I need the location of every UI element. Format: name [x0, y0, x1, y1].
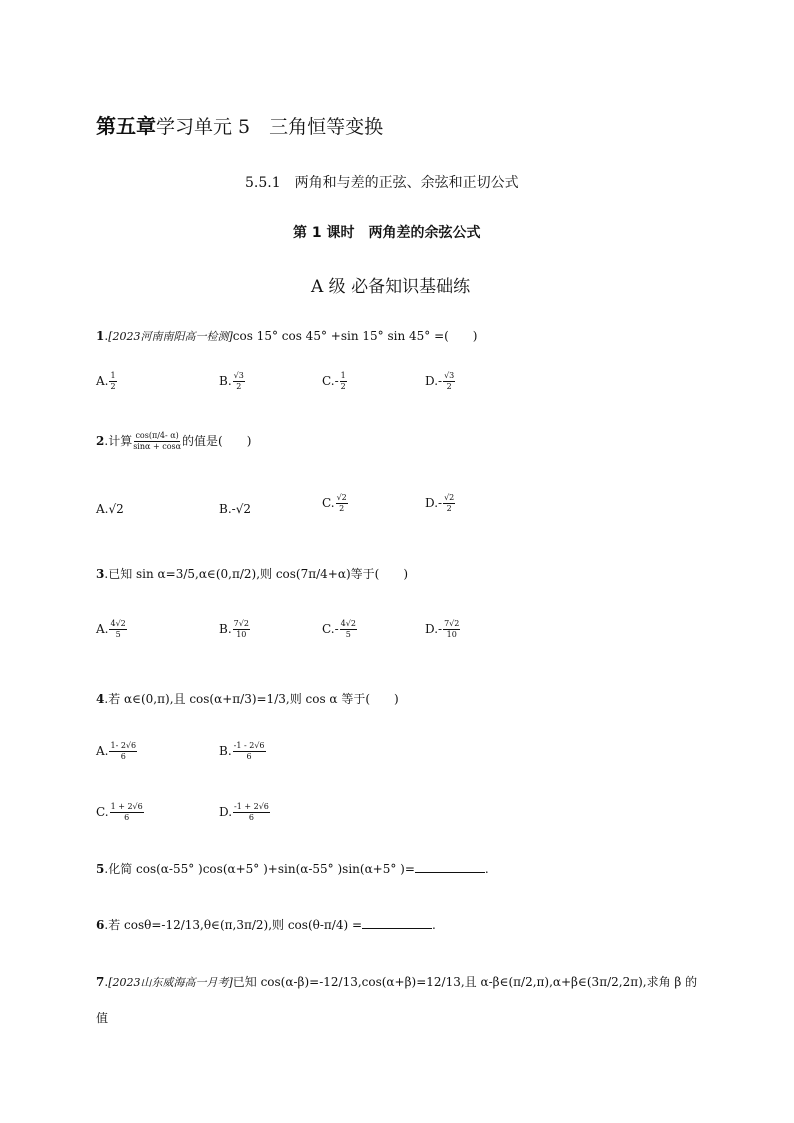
q4-option-c: C. $\frac{1 + 2√6}{6}$ — [96, 802, 143, 822]
q4-option-b: B. $\frac{-1 - 2√6}{6}$ — [219, 741, 265, 761]
q2-option-c: C. $\frac{√2}{2}$ — [322, 493, 347, 513]
q3-option-b: B. $\frac{7√2}{10}$ — [219, 619, 249, 639]
question-7: 7.[2023山东威海高一月考]已知 cos(α-β)=-12/13,cos(α+β)=12/13,且 α-β∈(π/2,π),α+β∈(3π/2,2π),求角 β 的 — [96, 975, 698, 989]
q2-option-a: A.√2 — [96, 502, 124, 516]
q1-option-d: D.- $\frac{√3}{2}$ — [425, 371, 455, 391]
question-1: 1.[2023河南南阳高一检测]cos 15° cos 45° +sin 15° sin 45° =( ) — [96, 329, 478, 343]
question-5: 5.化简 cos(α-55° )cos(α+5° )+sin(α-55° )sin(α+5° )= . — [96, 862, 489, 876]
q1-option-b: B. $\frac{√3}{2}$ — [219, 371, 244, 391]
q4-option-d: D. $\frac{-1 + 2√6}{6}$ — [219, 802, 269, 822]
lesson-title: 第 1 课时 两角差的余弦公式 — [293, 225, 481, 241]
question-3: 3.已知 sin α=3/5,α∈(0,π/2),则 cos(7π/4+α)等于( ) — [96, 567, 409, 581]
question-6: 6.若 cosθ=-12/13,θ∈(π,3π/2),则 cos(θ-π/4) = . — [96, 918, 436, 932]
q3-option-d: D.- $\frac{7√2}{10}$ — [425, 619, 460, 639]
q4-option-a: A. $\frac{1- 2√6}{6}$ — [96, 741, 137, 761]
q2-option-b: B.-√2 — [219, 502, 251, 516]
section-title: 5.5.1 两角和与差的正弦、余弦和正切公式 — [245, 175, 519, 191]
question-2: 2.计算 $\frac{\cos(\pi/4- \alpha)}{\sin\alpha + \cos\alpha}$ 的值是( ) — [96, 431, 252, 451]
q2-option-d: D.- $\frac{√2}{2}$ — [425, 493, 455, 513]
answer-blank — [362, 918, 432, 929]
chapter-title: 第五章学习单元 5 三角恒等变换 — [96, 114, 384, 138]
q3-option-c: C.- $\frac{4√2}{5}$ — [322, 619, 356, 639]
q1-option-c: C.- $\frac{1}{2}$ — [322, 371, 346, 391]
answer-blank — [415, 862, 485, 873]
q1-option-a: A. $\frac{1}{2}$ — [96, 371, 116, 391]
level-title: A 级 必备知识基础练 — [311, 277, 471, 297]
question-7-line2: 值 — [96, 1011, 109, 1025]
question-4: 4.若 α∈(0,π),且 cos(α+π/3)=1/3,则 cos α 等于( ) — [96, 692, 399, 706]
q3-option-a: A. $\frac{4√2}{5}$ — [96, 619, 126, 639]
